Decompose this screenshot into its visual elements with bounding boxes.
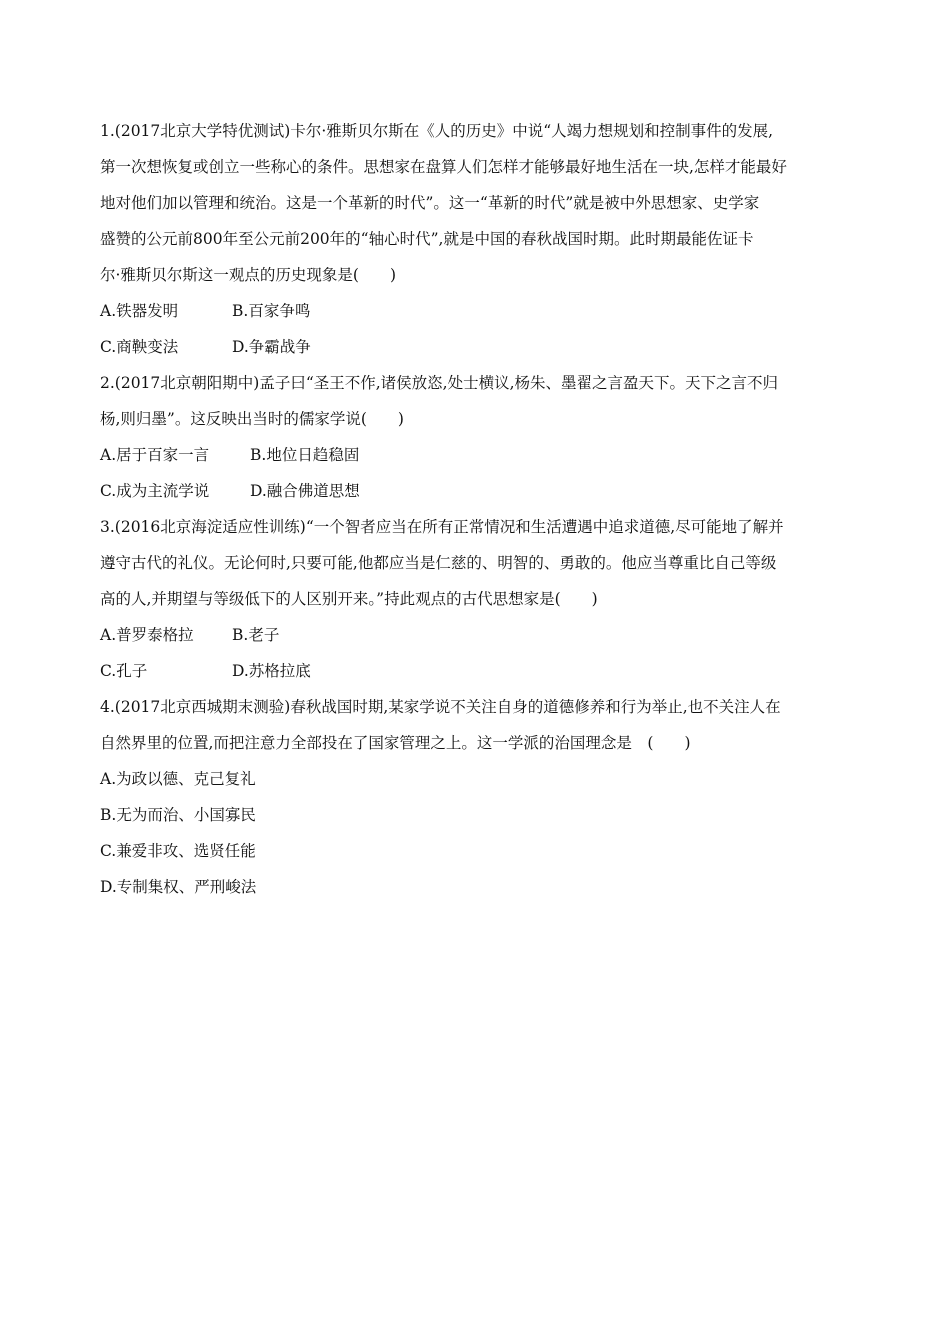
question-4-option-d[interactable]: D.专制集权、严刑峻法 xyxy=(100,878,257,896)
question-3-option-c[interactable]: C.孔子 xyxy=(100,662,148,680)
question-3-options-row-1 xyxy=(100,626,870,644)
question-1-stem-line-3: 地对他们加以管理和统治。这是一个革新的时代”。这一“革新的时代”就是被中外思想家、史学家 xyxy=(100,194,760,212)
question-2 xyxy=(100,374,870,500)
question-4-stem-line-1: 4.(2017北京西城期末测验)春秋战国时期,某家学说不关注自身的道德修养和行为举止,也不关注人在 xyxy=(100,698,781,716)
question-4-option-c[interactable]: C.兼爱非攻、选贤任能 xyxy=(100,842,256,860)
question-2-stem-line-1: 2.(2017北京朝阳期中)孟子曰“圣王不作,诸侯放恣,处士横议,杨朱、墨翟之言盈天下。天下之言不归 xyxy=(100,374,779,392)
question-1-option-b[interactable]: B.百家争鸣 xyxy=(232,302,311,320)
question-1-stem-line-4: 盛赞的公元前800年至公元前200年的“轴心时代”,就是中国的春秋战国时期。此时期最能佐证卡 xyxy=(100,230,754,248)
question-4-option-b[interactable]: B.无为而治、小国寡民 xyxy=(100,806,256,824)
question-2-option-b[interactable]: B.地位日趋稳固 xyxy=(250,446,360,464)
question-3-option-b[interactable]: B.老子 xyxy=(232,626,280,644)
question-1-stem-line-1: 1.(2017北京大学特优测试)卡尔·雅斯贝尔斯在《人的历史》中说“人竭力想规划和控制事件的发展, xyxy=(100,122,774,140)
question-2-option-d[interactable]: D.融合佛道思想 xyxy=(250,482,360,500)
question-3-stem-line-1: 3.(2016北京海淀适应性训练)“一个智者应当在所有正常情况和生活遭遇中追求道德,尽可能地了解并 xyxy=(100,518,784,536)
question-2-stem-line-2: 杨,则归墨”。这反映出当时的儒家学说( ) xyxy=(100,410,404,428)
question-1-option-c[interactable]: C.商鞅变法 xyxy=(100,338,179,356)
question-1 xyxy=(100,122,870,356)
question-2-option-c[interactable]: C.成为主流学说 xyxy=(100,482,210,500)
question-3-stem-line-3: 高的人,并期望与等级低下的人区别开来。”持此观点的古代思想家是( ) xyxy=(100,590,598,608)
question-3-stem-line-2: 遵守古代的礼仪。无论何时,只要可能,他都应当是仁慈的、明智的、勇敢的。他应当尊重比自己等级 xyxy=(100,554,777,572)
question-3 xyxy=(100,518,870,680)
question-list xyxy=(100,122,870,914)
question-3-option-d[interactable]: D.苏格拉底 xyxy=(232,662,311,680)
question-4 xyxy=(100,698,870,896)
question-1-options-row-2 xyxy=(100,338,870,356)
question-2-option-a[interactable]: A.居于百家一言 xyxy=(100,446,210,464)
question-1-stem-line-5: 尔·雅斯贝尔斯这一观点的历史现象是( ) xyxy=(100,266,397,284)
question-3-options-row-2 xyxy=(100,662,870,680)
question-1-option-a[interactable]: A.铁器发明 xyxy=(100,302,179,320)
question-1-options-row-1 xyxy=(100,302,870,320)
question-4-stem-line-2: 自然界里的位置,而把注意力全部投在了国家管理之上。这一学派的治国理念是 ( ) xyxy=(100,734,691,752)
question-2-options-row-1 xyxy=(100,446,870,464)
question-3-option-a[interactable]: A.普罗泰格拉 xyxy=(100,626,194,644)
question-2-options-row-2 xyxy=(100,482,870,500)
question-1-option-d[interactable]: D.争霸战争 xyxy=(232,338,311,356)
question-4-option-a[interactable]: A.为政以德、克己复礼 xyxy=(100,770,256,788)
question-1-stem-line-2: 第一次想恢复或创立一些称心的条件。思想家在盘算人们怎样才能够最好地生活在一块,怎样才能最好 xyxy=(100,158,787,176)
